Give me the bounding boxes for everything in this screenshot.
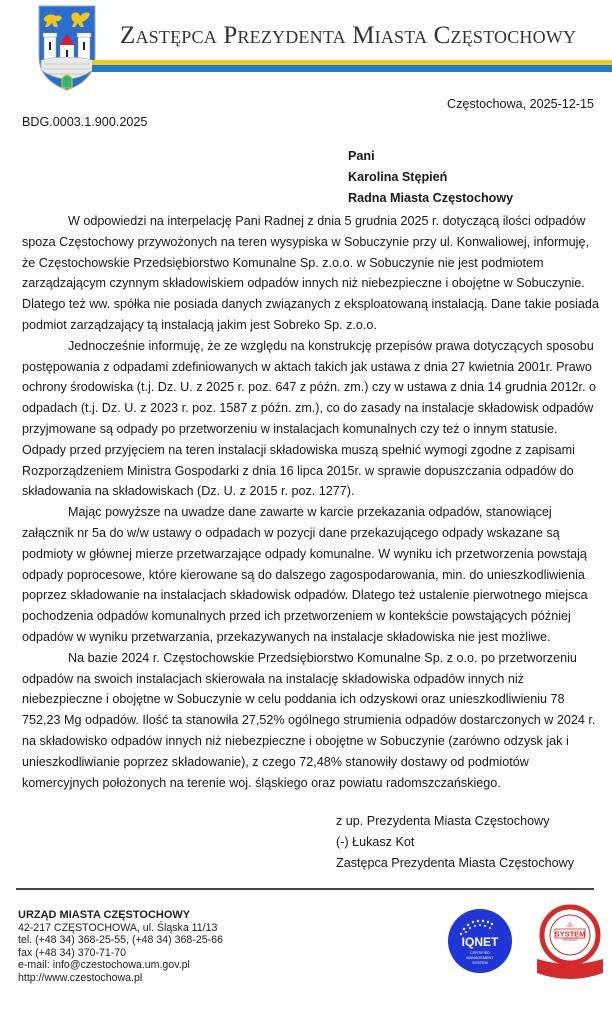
place-date: Częstochowa, 2025-12-15 (446, 97, 594, 111)
footer-postal-address: 42-217 CZĘSTOCHOWA, ul. Śląska 11/13 (18, 921, 218, 934)
footer-divider (16, 888, 594, 890)
system-certification-icon (533, 903, 607, 983)
footer-phone: tel. (+48 34) 368-25-55, (+48 34) 368-25-66 (18, 934, 223, 947)
iqnet-subtitle-2: MANAGEMENT (466, 956, 494, 960)
addressee-name: Karolina Stępień (348, 169, 448, 184)
footer-organization: URZĄD MIASTA CZĘSTOCHOWY (18, 909, 191, 921)
iqnet-subtitle-3: SYSTEM (472, 961, 488, 965)
iqnet-subtitle-1: CERTIFIED (470, 951, 490, 955)
footer-address-block (18, 909, 223, 985)
body-paragraph: Mając powyższe na uwadze dane zawarte w karcie przekazania odpadów, stanowiącej załącznik nr 5a do w/w ustawy o odpadach w pozycji dane przekazującego odpady wskazane są podmioty w głównej mierze przetwarzające odpady komunalne. W wyniku ich przetworzenia powstają odpady poprocesowe, które kierowane są do dalszego zagospodarowania, min. do unieszkodliwienia poprzez składowanie na instalacjach składowisk odpadów. Dlatego też ustalenie pierwotnego miejsca pochodzenia odpadów komunalnych przed ich przetworzeniem w kontekście powstających później odpadów w wyniku przetwarzania, przekazywanych na instalacje składowiska nie jest możliwe. (22, 505, 588, 644)
footer-website[interactable]: http://www.czestochowa.pl (18, 971, 143, 984)
city-coat-of-arms-icon (36, 4, 98, 92)
body-paragraph: Na bazie 2024 r. Częstochowskie Przedsiębiorstwo Komunalne Sp. z o.o. po przetworzeniu odpadów na swoich instalacjach skierowała na instalację składowiska odpadów innych niż niebezpieczne i obojętne w Sobuczynie w celu poddania ich odzyskowi oraz unieszkodliwieniu 78 752,23 Mg odpadów. Ilość ta stanowiła 27,52% ogólnego strumienia odpadów dostarczonych w 2024 r. na składowisko odpadów innych niż niebezpieczne i obojętne w Sobuczynie (zarówno odzysk jak i unieszkodliwianie poprzez składowanie), z czego 72,48% stanowiły dostawy od podmiotów komercyjnych położonych na terenie woj. śląskiego oraz powiatu radomszczańskiego. (22, 650, 596, 790)
system-badge-title: SYSTEM (554, 929, 586, 939)
footer-email[interactable]: e-mail: info@czestochowa.um.gov.pl (18, 959, 190, 972)
signature-authority: z up. Prezydenta Miasta Częstochowy (336, 814, 550, 828)
footer-fax: fax (+48 34) 370-71-70 (18, 946, 127, 959)
addressee-salutation: Pani (348, 149, 375, 163)
signature-name: (-) Łukasz Kot (336, 834, 415, 849)
signature-block (336, 811, 574, 873)
header-title: Zastępca Prezydenta Miasta Częstochowy (120, 22, 577, 49)
body-paragraph: Jednocześnie informuję, że ze względu na konstrukcję przepisów prawa dotyczących sposobu postępowania z odpadami zdefiniowanych w aktach takich jak ustawa z dnia 27 kwietnia 2001r. Prawo ochrony środowiska (t.j. Dz. U. z 2025 r. poz. 647 z późn. zm.) czy w ustawa z dnia 14 grudnia 2012r. o odpadach (t.j. Dz. U. z 2023 r. poz. 1587 z późn. zm.), co do zasady na instalacje składowisk odpadów przyjmowane są odpady po przetworzeniu w instalacjach komunalnych czy też o innym statusie. Odpady przed przyjęciem na teren instalacji składowiska muszą spełnić wymogi zgodne z zapisami Rozporządzeniem Ministra Gospodarki z dnia 16 lipca 2015r. w sprawie dopuszczania odpadów do składowania na składowiskach (Dz. U. z 2015 r. poz. 1277). (22, 338, 596, 499)
reference-number: BDG.0003.1.900.2025 (22, 115, 148, 129)
letter-body (22, 211, 600, 793)
addressee-title: Radna Miasta Częstochowy (348, 190, 514, 205)
addressee-block (348, 146, 513, 208)
body-paragraph: W odpowiedzi na interpelację Pani Radnej z dnia 5 grudnia 2025 r. dotyczącą ilości odpadów spoza Częstochowy przywożonych na teren wysypiska w Sobuczynie przy ul. Konwaliowej, informuję, że Częstochowskie Przedsiębiorstwo Komunalne Sp. z.o.o. w Sobuczynie nie jest podmiotem zarządzającym czynnym składowiskiem odpadów innych niż niebezpieczne i obojętne w Sobuczynie. Dlatego też ww. spółka nie posiada danych związanych z eksploatowaną instalacją. Dane takie posiada podmiot zarządzający tą instalacją jakim jest Sobreko Sp. z.o.o. (22, 214, 599, 332)
header-bar-blue (92, 65, 612, 72)
iqnet-certification-icon (447, 908, 513, 974)
signature-title: Zastępca Prezydenta Miasta Częstochowy (336, 855, 574, 870)
iqnet-title: IQNET (461, 935, 499, 949)
